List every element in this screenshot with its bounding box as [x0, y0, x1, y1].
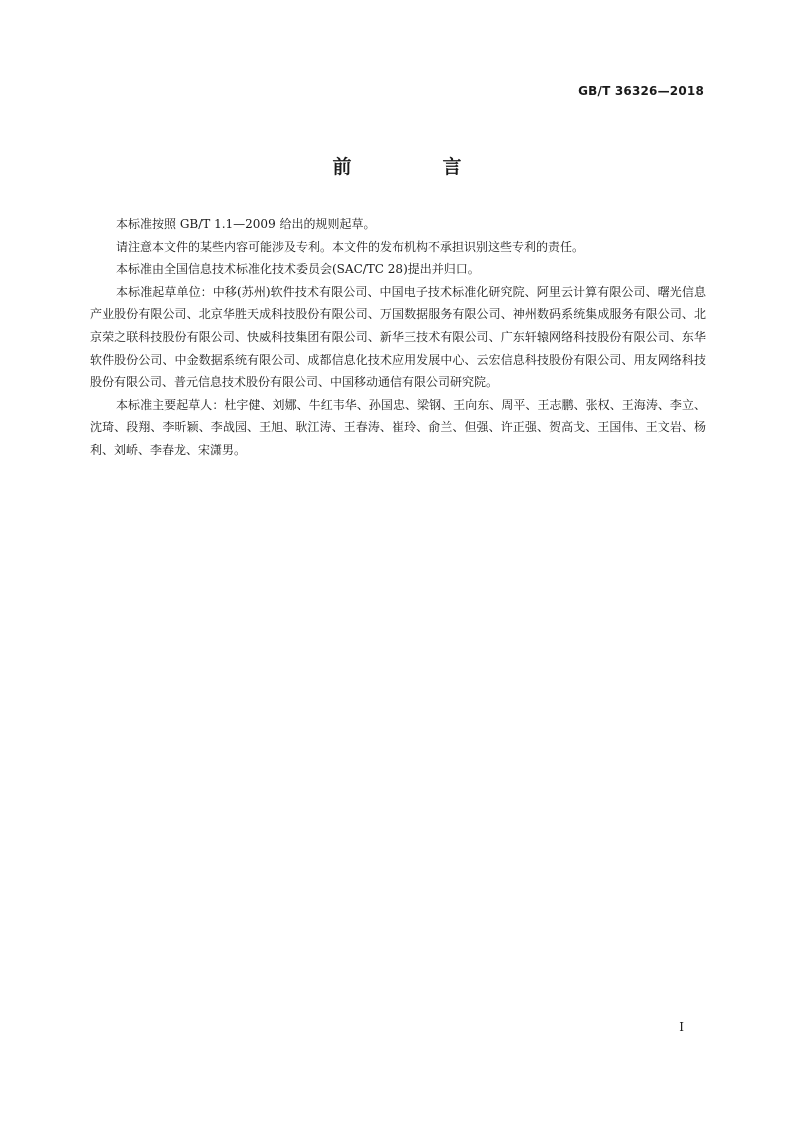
document-body [90, 213, 706, 462]
paragraph-drafting-organizations: 本标准起草单位：中移(苏州)软件技术有限公司、中国电子技术标准化研究院、阿里云计算有限公司、曙光信息产业股份有限公司、北京华胜天成科技股份有限公司、万国数据服务有限公司、神州数码系统集成服务有限公司、北京荣之联科技股份有限公司、快威科技集团有限公司、新华三技术有限公司、广东轩辕网络科技股份有限公司、东华软件股份公司、中金数据系统有限公司、成都信息化技术应用发展中心、云宏信息科技股份有限公司、用友网络科技股份有限公司、普元信息技术股份有限公司、中国移动通信有限公司研究院。 [90, 284, 706, 390]
paragraph-proposer: 本标准由全国信息技术标准化技术委员会(SAC/TC 28)提出并归口。 [116, 262, 480, 277]
page-title: 前 言 [332, 156, 498, 178]
standard-code: GB/T 36326—2018 [578, 84, 704, 98]
paragraph-patent-notice: 请注意本文件的某些内容可能涉及专利。本文件的发布机构不承担识别这些专利的责任。 [116, 239, 585, 254]
paragraph-drafting-rules: 本标准按照 GB/T 1.1—2009 给出的规则起草。 [116, 217, 376, 231]
paragraph-drafters: 本标准主要起草人：杜宇健、刘娜、牛红韦华、孙国忠、梁钢、王向东、周平、王志鹏、张权、王海涛、李立、沈琦、段翔、李昕颖、李战园、王旭、耿江涛、王春涛、崔玲、俞兰、但强、许正强、贺高戈、王国伟、王文岩、杨利、刘峤、李春龙、宋潇男。 [90, 397, 706, 457]
page-number: I [679, 1020, 684, 1034]
